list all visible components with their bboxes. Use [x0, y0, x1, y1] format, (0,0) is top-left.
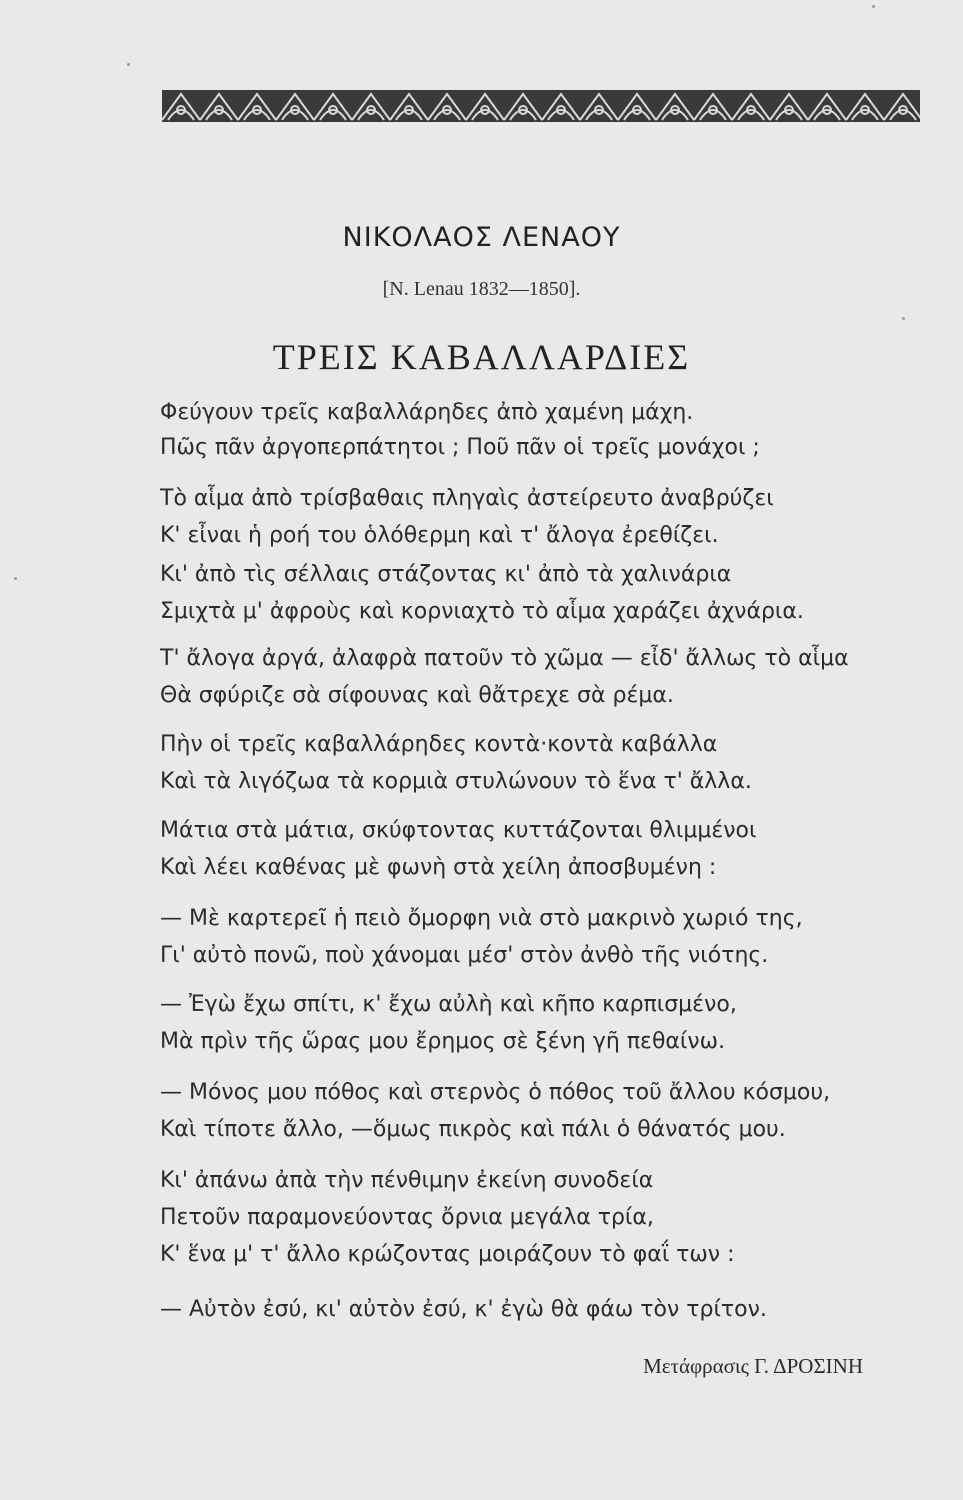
poem-line: Κι' ἀπὸ τὶς σέλλαις στάζοντας κι' ἀπὸ τὰ χαλινάρια — [160, 562, 732, 587]
poem-line: Κι' ἀπάνω ἀπὰ τὴν πένθιμην ἐκείνη συνοδεία — [160, 1168, 654, 1193]
poem-line: Καὶ λέει καθένας μὲ φωνὴ στὰ χείλη ἀποσβυμένη : — [160, 855, 717, 880]
paper-speck — [902, 317, 905, 320]
poem-line: Γι' αὐτὸ πονῶ, ποὺ χάνομαι μέσ' στὸν ἀνθὸ τῆς νιότης. — [160, 943, 769, 968]
paper-speck — [127, 63, 130, 66]
poem-line: — Μὲ καρτερεῖ ἡ πειὸ ὄμορφη νιὰ στὸ μακρινὸ χωριό της, — [160, 906, 803, 931]
poem-line: Θὰ σφύριζε σὰ σίφουνας καὶ θἄτρεχε σὰ ρέμα. — [160, 683, 674, 708]
poem-title: ΤΡΕΙΣ ΚΑΒΑΛΛΑΡΔΙΕΣ — [272, 337, 691, 377]
decorative-border-ornament — [162, 86, 920, 126]
poem-line: Κ' εἶναι ἡ ροή του ὁλόθερμη καὶ τ' ἄλογα ἐρεθίζει. — [160, 523, 719, 548]
poem-line: Μάτια στὰ μάτια, σκύφτοντας κυττάζονται θλιμμένοι — [160, 818, 757, 843]
poem-line: Πὴν οἱ τρεῖς καβαλλάρηδες κοντὰ·κοντὰ καβάλλα — [160, 732, 718, 757]
poem-line: Πῶς πᾶν ἀργοπερπάτητοι ; Ποῦ πᾶν οἱ τρεῖς μονάχοι ; — [160, 435, 760, 460]
poem-line: Τ' ἄλογα ἀργά, ἀλαφρὰ πατοῦν τὸ χῶμα — εἶδ' ἄλλως τὸ αἷμα — [160, 646, 849, 671]
poem-line: Καὶ τὰ λιγόζωα τὰ κορμιὰ στυλώνουν τὸ ἕνα τ' ἄλλα. — [160, 769, 752, 794]
translator-credit: Μετάφρασις Γ. ΔΡΟΣΙΝΗ — [643, 1354, 863, 1378]
poem-line: Τὸ αἷμα ἀπὸ τρίσβαθαις πληγαὶς ἀστείρευτο ἀναβρύζει — [160, 486, 774, 511]
author-name: ΝΙΚΟΛΑΟΣ ΛΕΝΑΟΥ — [342, 222, 621, 253]
paper-speck — [14, 577, 17, 580]
poem-line: Σμιχτὰ μ' ἀφροὺς καὶ κορνιαχτὸ τὸ αἷμα χαράζει ἀχνάρια. — [160, 599, 804, 624]
poem-line: Φεύγουν τρεῖς καβαλλάρηδες ἀπὸ χαμένη μάχη. — [160, 400, 694, 425]
poem-line: — Ἐγὼ ἔχω σπίτι, κ' ἔχω αὐλὴ καὶ κῆπο καρπισμένο, — [160, 992, 737, 1017]
poem-line: Μὰ πρὶν τῆς ὥρας μου ἔρημος σὲ ξένη γῆ πεθαίνω. — [160, 1029, 726, 1054]
author-dates: [N. Lenau 1832—1850]. — [382, 278, 581, 300]
paper-speck — [872, 5, 875, 8]
poem-line: Καὶ τίποτε ἄλλο, —ὅμως πικρὸς καὶ πάλι ὁ θάνατός μου. — [160, 1117, 786, 1142]
poem-line: Πετοῦν παραμονεύοντας ὄρνια μεγάλα τρία, — [160, 1205, 654, 1230]
poem-line: — Αὐτὸν ἐσύ, κι' αὐτὸν ἐσύ, κ' ἐγὼ θὰ φάω τὸν τρίτον. — [160, 1297, 767, 1322]
poem-line: — Μόνος μου πόθος καὶ στερνὸς ὁ πόθος τοῦ ἄλλου κόσμου, — [160, 1080, 831, 1105]
poem-line: Κ' ἕνα μ' τ' ἄλλο κρώζοντας μοιράζουν τὸ φαΐ των : — [160, 1242, 735, 1267]
